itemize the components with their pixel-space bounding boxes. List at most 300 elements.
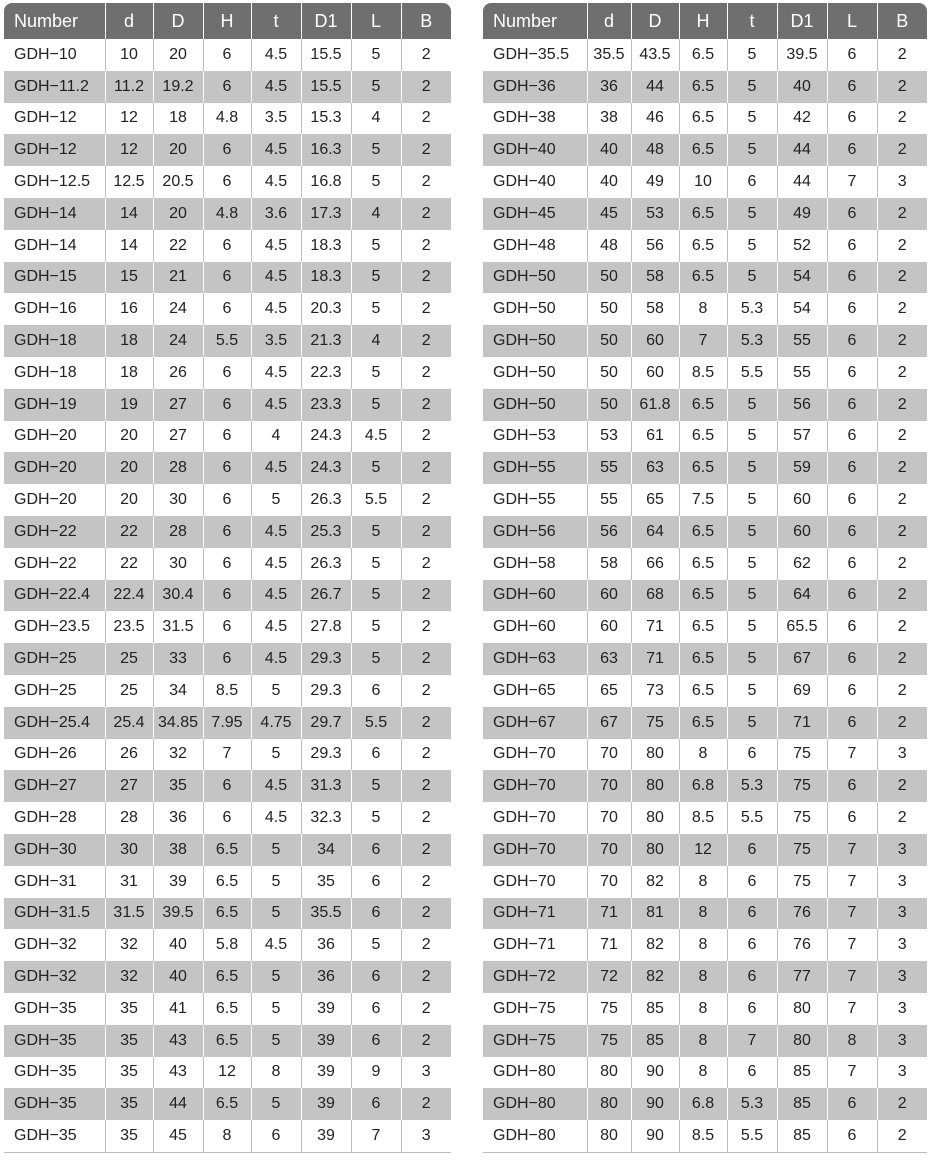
dimension-cell: 4: [351, 325, 401, 357]
dimension-cell: 25: [105, 675, 153, 707]
dimension-cell: 5: [727, 516, 777, 548]
part-number-cell: GDH−26: [4, 739, 105, 771]
dimension-cell: 2: [421, 109, 431, 127]
column-header: t: [251, 3, 301, 39]
dimension-cell: 19: [105, 389, 153, 421]
part-number-cell: GDH−70: [483, 770, 587, 802]
dimension-cell: 6: [827, 643, 877, 675]
table-row: [483, 611, 927, 643]
part-number-cell: GDH−55: [483, 484, 587, 516]
part-number-cell: GDH−30: [4, 834, 105, 866]
dimension-cell: 33: [153, 643, 203, 675]
part-number-cell: GDH−65: [483, 675, 587, 707]
dimension-cell: 12: [105, 103, 153, 135]
dimension-cell: 18: [105, 325, 153, 357]
dimension-cell: 2: [877, 516, 927, 548]
dimension-cell: 5: [351, 802, 401, 834]
column-header: H: [679, 3, 727, 39]
dimension-cell: 80: [631, 770, 679, 802]
dimension-cell: 2: [421, 45, 431, 63]
dimension-cell: 5: [727, 452, 777, 484]
dimension-cell: 6.5: [203, 961, 251, 993]
dimension-cell: 30: [105, 834, 153, 866]
dimension-cell: 8: [679, 866, 727, 898]
table-row: [483, 993, 927, 1025]
dimension-cell: 5: [351, 516, 401, 548]
dimension-cell: 36: [301, 929, 351, 961]
dimension-cell: 2: [401, 325, 451, 357]
dimension-cell: 6.5: [679, 452, 727, 484]
dimension-cell: 6: [727, 834, 777, 866]
dimension-cell: 3.5: [251, 325, 301, 357]
dimension-cell: 6.5: [679, 580, 727, 612]
table-row: [483, 580, 927, 612]
dimension-cell: 17.3: [301, 198, 351, 230]
dimension-cell: 65: [631, 484, 679, 516]
dimension-cell: 4.5: [251, 39, 301, 71]
dimension-cell: 6: [827, 580, 877, 612]
dimension-cell: 6: [727, 1057, 777, 1089]
dimension-cell: 6.5: [203, 1088, 251, 1120]
dimension-cell: 6: [727, 929, 777, 961]
dimension-cell: 5.8: [203, 929, 251, 961]
table-row: [483, 103, 927, 135]
table-row: [483, 929, 927, 961]
dimension-cell: 24: [153, 325, 203, 357]
dimension-cell: 35.5: [587, 39, 631, 71]
dimension-cell: 5.3: [727, 770, 777, 802]
dimension-cell: 5.3: [727, 293, 777, 325]
dimension-cell: 6: [827, 1088, 877, 1120]
dimension-cell: 4.5: [251, 929, 301, 961]
dimension-cell: 6: [203, 134, 251, 166]
dimension-cell: 6: [203, 770, 251, 802]
dimension-cell: 8.5: [679, 802, 727, 834]
dimension-cell: 75: [587, 1025, 631, 1057]
dimension-cell: 6.5: [679, 134, 727, 166]
dimension-cell: 6: [827, 357, 877, 389]
table-row: [4, 293, 451, 325]
dimension-cell: 6: [827, 516, 877, 548]
part-number-cell: GDH−75: [483, 993, 587, 1025]
dimension-cell: 6.5: [679, 103, 727, 135]
dimension-cell: 4.5: [251, 611, 301, 643]
dimension-cell: 71: [631, 611, 679, 643]
dimension-cell: 82: [631, 929, 679, 961]
dimension-cell: 2: [877, 262, 927, 294]
dimension-cell: 5: [351, 230, 401, 262]
column-header: L: [827, 3, 877, 39]
dimension-cell: 62: [777, 548, 827, 580]
dimension-cell: 30: [153, 484, 203, 516]
part-number-cell: GDH−70: [483, 739, 587, 771]
dimension-cell: 6: [203, 357, 251, 389]
dimension-cell: 24: [153, 293, 203, 325]
part-number-cell: GDH−12: [4, 134, 105, 166]
dimension-cell: 2: [421, 427, 431, 445]
dimension-cell: 80: [777, 1025, 827, 1057]
part-number-cell: GDH−22.4: [4, 580, 105, 612]
table-row: [4, 452, 451, 484]
dimension-cell: 50: [587, 293, 631, 325]
dimension-cell: 68: [631, 580, 679, 612]
dimension-cell: 2: [401, 770, 451, 802]
dimension-cell: 6: [351, 866, 401, 898]
dimension-cell: 8: [679, 929, 727, 961]
dimension-cell: 75: [777, 770, 827, 802]
dimension-cell: 26.7: [301, 580, 351, 612]
dimension-cell: 2: [897, 45, 907, 63]
part-number-cell: GDH−18: [4, 357, 105, 389]
column-header: D: [631, 3, 679, 39]
dimension-cell: 6: [351, 834, 401, 866]
dimension-cell: 6: [351, 961, 401, 993]
dimension-cell: 15.5: [301, 71, 351, 103]
dimension-cell: 6.5: [203, 993, 251, 1025]
dimension-cell: 4: [351, 198, 401, 230]
dimension-cell: 2: [401, 134, 451, 166]
dimension-cell: 2: [401, 262, 451, 294]
dimension-cell: 29.3: [301, 739, 351, 771]
dimension-cell: 6: [727, 739, 777, 771]
part-number-cell: GDH−60: [483, 580, 587, 612]
dimension-cell: 5: [251, 961, 301, 993]
part-number-cell: GDH−35: [4, 1120, 105, 1152]
dimension-cell: 6: [351, 1088, 401, 1120]
dimension-cell: 40: [153, 929, 203, 961]
dimension-cell: 20: [105, 484, 153, 516]
table-row: [483, 1025, 927, 1057]
dimension-cell: 5: [727, 134, 777, 166]
dimension-cell: 3: [877, 1025, 927, 1057]
table-row: [483, 516, 927, 548]
dimension-cell: 61: [631, 421, 679, 453]
part-number-cell: GDH−60: [483, 611, 587, 643]
table-row: [4, 802, 451, 834]
dimension-cell: 6.5: [679, 421, 727, 453]
dimension-cell: 4.5: [251, 71, 301, 103]
dimension-cell: 9: [351, 1057, 401, 1089]
dimension-cell: 27: [153, 421, 203, 453]
dimension-cell: 2: [877, 452, 927, 484]
dimension-cell: 4.5: [251, 166, 301, 198]
dimension-cell: 20: [153, 134, 203, 166]
dimension-cell: 2: [877, 707, 927, 739]
dimension-cell: 71: [587, 929, 631, 961]
table-row: [483, 548, 927, 580]
dimension-cell: 39: [153, 866, 203, 898]
dimension-cell: 46: [631, 103, 679, 135]
dimension-cell: 3: [897, 173, 907, 191]
dimension-cell: 35: [301, 866, 351, 898]
dimension-cell: 7: [827, 961, 877, 993]
part-number-cell: GDH−80: [483, 1120, 587, 1152]
dimension-cell: 60: [777, 516, 827, 548]
table-row: [483, 198, 927, 230]
dimension-cell: 64: [777, 580, 827, 612]
part-number-cell: GDH−71: [483, 898, 587, 930]
table-row: [4, 262, 451, 294]
dimension-cell: 5: [251, 834, 301, 866]
dimension-cell: 6.5: [679, 707, 727, 739]
table-row: [4, 770, 451, 802]
dimension-cell: 6: [203, 452, 251, 484]
table-row: [483, 834, 927, 866]
dimension-cell: 4.5: [251, 548, 301, 580]
dimension-cell: 75: [777, 866, 827, 898]
dimension-cell: 2: [877, 1120, 927, 1152]
dimension-cell: 40: [777, 71, 827, 103]
dimension-cell: 5: [727, 675, 777, 707]
dimension-cell: 15.5: [301, 39, 351, 71]
table-row: [483, 961, 927, 993]
dimension-cell: 75: [777, 739, 827, 771]
dimension-cell: 27: [105, 770, 153, 802]
dimension-cell: 54: [777, 293, 827, 325]
dimension-cell: 10: [679, 166, 727, 198]
dimension-cell: 5: [351, 770, 401, 802]
dimension-cell: 6: [203, 421, 251, 453]
part-number-cell: GDH−58: [483, 548, 587, 580]
table-row: [4, 421, 451, 453]
dimension-cell: 6: [727, 866, 777, 898]
dimension-cell: 7.5: [679, 484, 727, 516]
dimension-cell: 3: [897, 745, 907, 763]
dimension-cell: 5: [727, 611, 777, 643]
dimension-cell: 60: [777, 484, 827, 516]
dimension-cell: 6: [203, 166, 251, 198]
dimension-cell: 60: [587, 611, 631, 643]
dimension-cell: 3: [877, 834, 927, 866]
dimension-cell: 6: [827, 230, 877, 262]
dimension-cell: 3: [897, 872, 907, 890]
dimension-cell: 63: [587, 643, 631, 675]
dimension-cell: 48: [587, 230, 631, 262]
dimension-cell: 20.3: [301, 293, 351, 325]
dimension-cell: 75: [777, 834, 827, 866]
dimension-cell: 34: [301, 834, 351, 866]
dimension-cell: 48: [631, 134, 679, 166]
dimension-cell: 6.5: [203, 866, 251, 898]
table-row: [483, 293, 927, 325]
dimension-cell: 6: [827, 39, 877, 71]
part-number-cell: GDH−40: [483, 166, 587, 198]
dimension-cell: 3.5: [251, 103, 301, 135]
table-row: [4, 993, 451, 1025]
table-body: [483, 39, 927, 1152]
dimension-cell: 35: [105, 1088, 153, 1120]
dimension-cell: 4.5: [251, 357, 301, 389]
dimension-cell: 85: [777, 1057, 827, 1089]
part-number-cell: GDH−32: [4, 929, 105, 961]
dimension-cell: 53: [587, 421, 631, 453]
dimension-cell: 4: [351, 103, 401, 135]
dimension-cell: 8: [827, 1025, 877, 1057]
dimension-cell: 58: [587, 548, 631, 580]
dimension-cell: 5: [351, 389, 401, 421]
dimension-cell: 2: [877, 325, 927, 357]
part-number-cell: GDH−35: [4, 1025, 105, 1057]
dimension-cell: 6: [827, 1120, 877, 1152]
dimension-cell: 8: [679, 898, 727, 930]
part-number-cell: GDH−31: [4, 866, 105, 898]
part-number-cell: GDH−25: [4, 643, 105, 675]
dimension-cell: 52: [777, 230, 827, 262]
dimension-cell: 31: [105, 866, 153, 898]
dimension-cell: 75: [587, 993, 631, 1025]
part-number-cell: GDH−35: [4, 1088, 105, 1120]
dimension-cell: 50: [587, 389, 631, 421]
part-number-cell: GDH−38: [483, 103, 587, 135]
dimension-cell: 82: [631, 961, 679, 993]
dimension-cell: 6: [827, 198, 877, 230]
dimension-cell: 6: [827, 71, 877, 103]
dimension-cell: 6: [727, 961, 777, 993]
dimension-cell: 28: [105, 802, 153, 834]
dimension-cell: 6: [727, 993, 777, 1025]
column-header: Number: [483, 3, 587, 39]
part-number-cell: GDH−67: [483, 707, 587, 739]
dimension-cell: 22: [105, 516, 153, 548]
dimension-cell: 7: [827, 993, 877, 1025]
dimension-cell: 20: [105, 452, 153, 484]
part-number-cell: GDH−70: [483, 802, 587, 834]
dimension-cell: 4.5: [251, 452, 301, 484]
dimension-cell: 44: [153, 1088, 203, 1120]
dimension-cell: 4.5: [251, 802, 301, 834]
dimension-cell: 5.5: [351, 484, 401, 516]
dimension-cell: 6: [203, 802, 251, 834]
dimension-cell: 2: [401, 961, 451, 993]
dimension-cell: 5: [727, 484, 777, 516]
dimension-cell: 5: [727, 580, 777, 612]
dimension-cell: 3.6: [251, 198, 301, 230]
table-row: [4, 739, 451, 771]
dimension-cell: 4.5: [251, 770, 301, 802]
dimension-cell: 71: [587, 898, 631, 930]
dimension-cell: 2: [897, 491, 907, 509]
table-row: [4, 643, 451, 675]
dimension-cell: 2: [401, 1025, 451, 1057]
part-number-cell: GDH−28: [4, 802, 105, 834]
dimension-cell: 11.2: [105, 71, 153, 103]
table-row: [4, 516, 451, 548]
dimension-cell: 2: [401, 580, 451, 612]
dimension-cell: 5.3: [727, 1088, 777, 1120]
dimension-cell: 30.4: [153, 580, 203, 612]
dimension-cell: 43: [153, 1025, 203, 1057]
dimension-cell: 2: [401, 389, 451, 421]
dimension-cell: 2: [401, 707, 451, 739]
dimension-cell: 4.75: [251, 707, 301, 739]
dimension-cell: 76: [777, 898, 827, 930]
dimension-cell: 5: [351, 293, 401, 325]
part-number-cell: GDH−31.5: [4, 898, 105, 930]
dimension-cell: 18: [105, 357, 153, 389]
dimension-cell: 15: [105, 262, 153, 294]
dimension-cell: 6: [827, 770, 877, 802]
dimension-cell: 56: [777, 389, 827, 421]
part-number-cell: GDH−71: [483, 929, 587, 961]
table-row: [483, 484, 927, 516]
dimension-cell: 5: [727, 39, 777, 71]
dimension-cell: 6.5: [679, 39, 727, 71]
part-number-cell: GDH−63: [483, 643, 587, 675]
dimension-cell: 61.8: [631, 389, 679, 421]
dimension-cell: 3: [877, 898, 927, 930]
dimension-cell: 6: [203, 611, 251, 643]
dimension-cell: 4.5: [251, 516, 301, 548]
dimension-cell: 30: [153, 548, 203, 580]
part-number-cell: GDH−32: [4, 961, 105, 993]
dimension-cell: 2: [897, 554, 907, 572]
dimension-cell: 4.8: [203, 198, 251, 230]
table-row: [483, 802, 927, 834]
dimension-cell: 6: [203, 580, 251, 612]
dimension-cell: 29.7: [301, 707, 351, 739]
dimension-cell: 6: [827, 134, 877, 166]
dimension-cell: 6: [203, 548, 251, 580]
table-row: [483, 1088, 927, 1120]
dimension-cell: 5: [251, 993, 301, 1025]
table-row: [4, 866, 451, 898]
dimension-cell: 28: [153, 516, 203, 548]
part-number-cell: GDH−55: [483, 452, 587, 484]
dimension-cell: 39: [301, 1088, 351, 1120]
dimension-cell: 5: [351, 452, 401, 484]
dimension-cell: 8: [679, 1057, 727, 1089]
table-row: [483, 421, 927, 453]
dimension-cell: 6: [827, 484, 877, 516]
dimension-cell: 55: [587, 484, 631, 516]
dimension-cell: 12: [203, 1057, 251, 1089]
dimension-cell: 2: [421, 745, 431, 763]
dimension-cell: 2: [401, 516, 451, 548]
dimension-table-left: [4, 3, 451, 1153]
dimension-cell: 18: [153, 103, 203, 135]
dimension-cell: 6: [727, 166, 777, 198]
dimension-cell: 6.5: [679, 611, 727, 643]
dimension-cell: 23.3: [301, 389, 351, 421]
dimension-cell: 6: [727, 898, 777, 930]
dimension-cell: 2: [421, 872, 431, 890]
dimension-cell: 50: [587, 357, 631, 389]
dimension-cell: 5: [351, 262, 401, 294]
dimension-cell: 20: [153, 198, 203, 230]
dimension-cell: 23.5: [105, 611, 153, 643]
table-row: [4, 39, 451, 71]
dimension-cell: 58: [631, 293, 679, 325]
dimension-cell: 80: [587, 1088, 631, 1120]
dimension-cell: 27: [153, 389, 203, 421]
dimension-cell: 53: [631, 198, 679, 230]
dimension-cell: 6: [827, 103, 877, 135]
part-number-cell: GDH−20: [4, 452, 105, 484]
dimension-cell: 6: [203, 643, 251, 675]
dimension-cell: 2: [401, 452, 451, 484]
table-header-row: [483, 3, 927, 39]
dimension-cell: 5: [727, 389, 777, 421]
dimension-cell: 85: [777, 1088, 827, 1120]
dimension-cell: 7: [727, 1025, 777, 1057]
dimension-cell: 2: [401, 834, 451, 866]
table-row: [483, 898, 927, 930]
dimension-cell: 6: [827, 675, 877, 707]
part-number-cell: GDH−56: [483, 516, 587, 548]
column-header: Number: [4, 3, 105, 39]
dimension-cell: 6: [203, 262, 251, 294]
dimension-cell: 38: [587, 103, 631, 135]
